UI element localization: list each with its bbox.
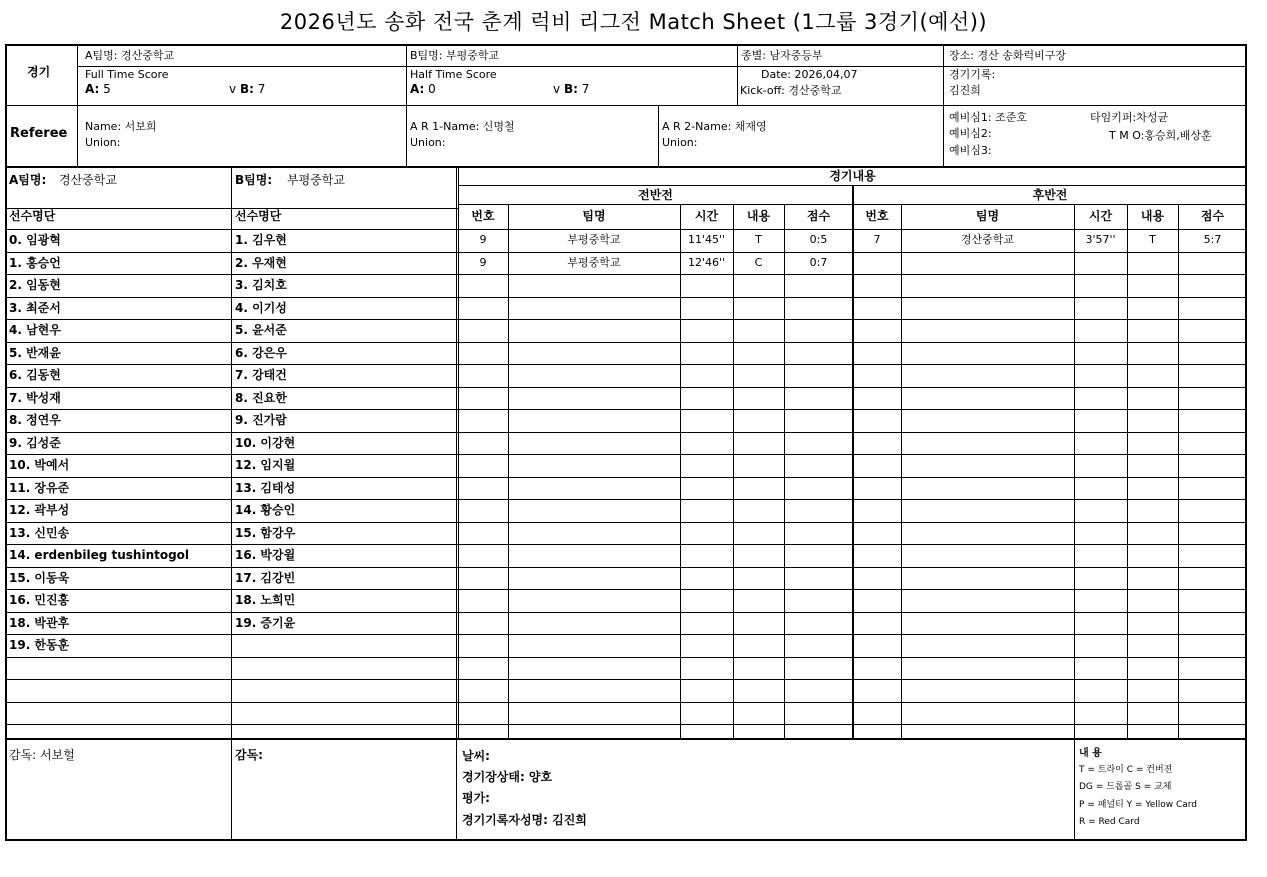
match-sheet: [5, 44, 1247, 841]
second-half-title: 후반전: [1032, 188, 1068, 202]
legend-line: P = 패널티 Y = Yellow Card: [1079, 800, 1198, 810]
evaluation: 평가:: [462, 791, 490, 805]
row-divider: [5, 589, 1247, 590]
versus-label: v: [553, 82, 561, 96]
ground-condition: 경기장상태: 양호: [462, 770, 553, 784]
roster-a-player: 8. 정연우: [9, 413, 61, 427]
first-half-event-team: 부평중학교: [567, 233, 621, 246]
row-divider: [5, 454, 1247, 455]
second-half-event-no: 7: [873, 233, 881, 246]
row-divider: [5, 432, 1247, 433]
divider: [1074, 738, 1075, 840]
divider: [1127, 204, 1128, 738]
team-b-label: B팀명:: [235, 173, 273, 187]
half-b-label: B:: [563, 82, 578, 96]
roster-a-player: 16. 민진홍: [9, 593, 70, 607]
divider: [901, 204, 902, 738]
divider: [5, 738, 1247, 740]
legend-line: T = 트라이 C = 컨버젼: [1079, 765, 1173, 775]
full-time-label: Full Time Score: [85, 68, 169, 81]
roster-b-player: 8. 진요한: [235, 390, 287, 405]
roster-b-player: 2. 우재현: [235, 255, 287, 270]
kickoff: Kick-off: 경산중학교: [740, 84, 842, 97]
ar1-name: A R 1-Name: 신명철: [410, 120, 515, 133]
col-header-team: 팀명: [582, 209, 606, 223]
divider: [5, 166, 1247, 168]
roster-a-player: 19. 한동훈: [9, 638, 70, 652]
legend-title: 내 용: [1079, 748, 1102, 759]
row-divider: [5, 567, 1247, 568]
roster-a-player: 9. 김성준: [9, 435, 61, 450]
roster-b-player: 19. 증기윤: [235, 615, 296, 630]
col-header-type: 내용: [746, 209, 771, 223]
roster-a-player: 0. 임광혁: [9, 233, 61, 247]
roster-b-player: 7. 강태건: [235, 368, 287, 382]
divider: [737, 44, 738, 105]
row-divider: [5, 364, 1247, 365]
roster-b-player: 3. 김치호: [235, 278, 287, 292]
score-b-value: 7: [257, 82, 266, 96]
divider: [658, 105, 659, 166]
score-a-value: 5: [103, 82, 111, 96]
roster-a-player: 3. 최준서: [9, 300, 61, 315]
divider: [77, 66, 1247, 67]
weather: 날씨:: [462, 749, 490, 763]
col-header-team: 팀명: [975, 209, 1000, 223]
row-divider: [5, 477, 1247, 478]
col-header-time: 시간: [694, 209, 719, 223]
roster-a-player: 12. 곽부성: [9, 503, 70, 517]
roster-b-player: 5. 윤서준: [235, 323, 287, 337]
roster-b-player: 13. 김태성: [235, 480, 296, 495]
half-a-label: A:: [410, 82, 425, 96]
roster-b-player: 9. 진가람: [235, 413, 287, 427]
row-divider: [5, 274, 1247, 275]
half-a-value: 0: [428, 82, 436, 96]
team-b-name: B팀명: 부평중학교: [410, 49, 500, 62]
first-half-event-no: 9: [479, 255, 487, 269]
row-divider: [5, 342, 1247, 343]
half-time-label: Half Time Score: [410, 68, 497, 81]
col-header-score: 점수: [1200, 209, 1225, 223]
roster-b-player: 18. 노희민: [235, 593, 296, 607]
roster-b-header: 선수명단: [235, 209, 282, 223]
versus-label: v: [229, 82, 237, 96]
coach-a: 감독: 서보헐: [9, 748, 75, 762]
team-a-name: A팀명: 경산중학교: [85, 49, 175, 62]
second-half-event-time: 3'57'': [1085, 233, 1116, 246]
roster-b-player: 15. 함강우: [235, 525, 296, 540]
half-time-score-b: [553, 83, 589, 96]
first-half-event-team: 부평중학교: [567, 255, 621, 269]
row-divider: [5, 544, 1247, 545]
reserve-referee-3: 예비심3:: [949, 144, 992, 157]
timekeeper: 타임키퍼:차성균: [1090, 111, 1169, 124]
roster-b-player: 16. 박강윌: [235, 548, 296, 562]
legend-line: DG = 드롭골 S = 교체: [1079, 782, 1172, 792]
half-time-score: [410, 83, 436, 96]
second-half-event-type: T: [1149, 233, 1156, 246]
first-half-event-score: 0:5: [809, 233, 828, 246]
record-label: 경기기록:: [949, 68, 996, 81]
roster-a-player: 11. 장유준: [9, 480, 70, 495]
divider: [784, 204, 785, 738]
first-half-title: 전반전: [638, 188, 673, 202]
divider: [1074, 204, 1075, 738]
page-title: 2026년도 송화 전국 춘계 럭비 리그전 Match Sheet (1그룹 3경기(예선)): [279, 10, 988, 34]
match-date: Date: 2026,04,07: [761, 68, 858, 81]
first-half-event-type: T: [755, 233, 762, 246]
team-b-value: 부평중학교: [287, 173, 345, 187]
full-time-score: [85, 83, 111, 96]
row-divider: [5, 679, 1247, 680]
roster-a-player: 13. 신민송: [9, 525, 70, 540]
row-divider: [5, 319, 1247, 320]
roster-a-header: 선수명단: [9, 209, 56, 223]
roster-a-player: 10. 박예서: [9, 458, 70, 472]
roster-b-player: 6. 강은우: [235, 345, 287, 360]
referee-union: Union:: [85, 136, 121, 149]
divider: [1178, 204, 1179, 738]
row-divider: [5, 387, 1247, 388]
referee-name: Name: 서보희: [85, 120, 157, 133]
row-divider: [5, 409, 1247, 410]
roster-a-player: 4. 남현우: [9, 323, 61, 337]
row-divider: [5, 657, 1247, 658]
col-header-score: 점수: [806, 209, 831, 223]
reserve-referee-2: 예비심2:: [949, 127, 992, 140]
roster-b-player: 14. 황승인: [235, 503, 296, 517]
col-header-time: 시간: [1088, 209, 1113, 223]
team-a-label: A팀명:: [9, 173, 47, 187]
divider: [406, 44, 407, 166]
match-label: 경기: [27, 65, 51, 79]
row-divider: [5, 612, 1247, 613]
sheet-frame: [5, 44, 1247, 841]
referee-label: Referee: [10, 126, 68, 141]
divider: [5, 105, 1247, 106]
row-divider: [5, 634, 1247, 635]
first-half-event-no: 9: [479, 233, 487, 246]
row-divider: [5, 702, 1247, 703]
second-half-event-team: 경산중학교: [960, 233, 1015, 246]
roster-b-player: 10. 이강현: [235, 435, 296, 450]
roster-a-player: 14. erdenbileg tushintogol: [9, 548, 190, 562]
col-header-number: 번호: [471, 209, 495, 223]
reserve-referee-1: 예비심1: 조준호: [949, 111, 1027, 124]
roster-a-player: 1. 홍승언: [9, 255, 61, 270]
ar1-union: Union:: [410, 136, 446, 149]
divider: [77, 44, 78, 166]
coach-b: 감독:: [235, 748, 263, 762]
row-divider: [5, 522, 1247, 523]
divider: [733, 204, 734, 738]
content-title: 경기내용: [829, 169, 876, 183]
half-b-value: 7: [581, 82, 590, 96]
score-b-label: B:: [239, 82, 254, 96]
roster-a-player: 2. 임동현: [9, 278, 61, 292]
divider: [680, 204, 681, 738]
full-time-score-b: [229, 83, 265, 96]
ar2-name: A R 2-Name: 채재영: [662, 120, 767, 133]
category: 종별: 남자중등부: [741, 49, 823, 62]
roster-a-player: 5. 반재윤: [9, 345, 61, 360]
record-name: 김진희: [949, 84, 981, 97]
roster-a-player: 18. 박관후: [9, 615, 70, 630]
col-header-number: 번호: [865, 209, 889, 223]
roster-a-player: 7. 박성재: [9, 390, 61, 405]
first-half-event-type: C: [754, 255, 763, 269]
tmo: T M O:홍승희,배상훈: [1109, 129, 1212, 142]
divider: [508, 204, 509, 738]
row-divider: [5, 724, 1247, 725]
col-header-type: 내용: [1140, 209, 1165, 223]
roster-b-player: 4. 이기성: [235, 300, 287, 315]
roster-b-player: 1. 김우현: [235, 233, 287, 247]
score-a-label: A:: [85, 82, 100, 96]
divider: [943, 44, 944, 166]
team-a-value: 경산중학교: [59, 173, 117, 187]
recorder: 경기기록자성명: 김진희: [462, 813, 587, 827]
first-half-event-time: 11'45'': [687, 233, 726, 246]
ar2-union: Union:: [662, 136, 698, 149]
row-divider: [5, 297, 1247, 298]
roster-a-player: 6. 김동현: [9, 368, 61, 382]
first-half-event-time: 12'46'': [687, 255, 726, 269]
roster-a-player: 15. 이동욱: [9, 570, 70, 585]
roster-b-player: 12. 임지윌: [235, 458, 296, 472]
venue: 장소: 경산 송화럭비구장: [949, 49, 1066, 62]
legend-line: R = Red Card: [1079, 817, 1140, 827]
row-divider: [5, 499, 1247, 500]
second-half-event-score: 5:7: [1203, 233, 1222, 246]
first-half-event-score: 0:7: [809, 255, 828, 269]
roster-b-player: 17. 김강빈: [235, 570, 296, 585]
